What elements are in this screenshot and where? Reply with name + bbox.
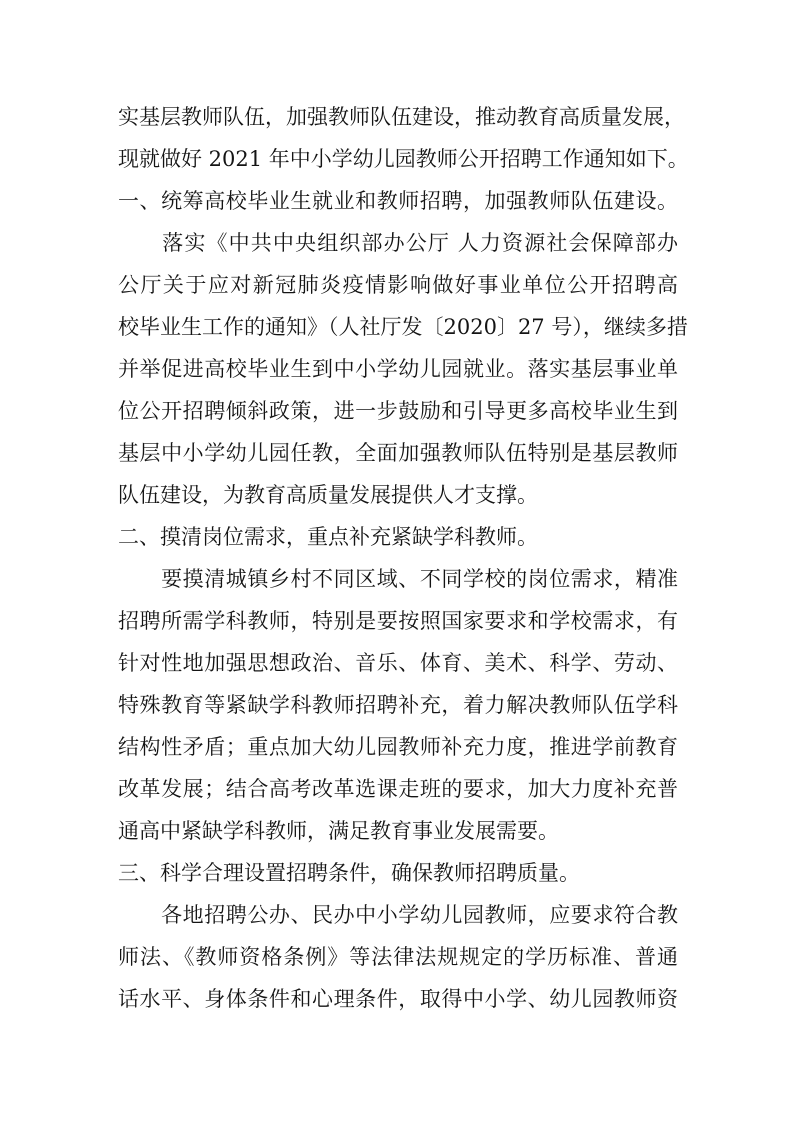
text-line-20: 各地招聘公办、民办中小学幼儿园教师，应要求符合教	[118, 903, 678, 927]
text-line-13: 招聘所需学科教师，特别是要按照国家要求和学校需求，有	[118, 609, 678, 633]
text-line-15: 特殊教育等紧缺学科教师招聘补充，着力解决教师队伍学科	[118, 693, 678, 717]
text-line-18: 通高中紧缺学科教师，满足教育事业发展需要。	[118, 819, 559, 843]
text-line-7: 并举促进高校毕业生到中小学幼儿园就业。落实基层事业单	[118, 357, 678, 381]
text-line-14: 针对性地加强思想政治、音乐、体育、美术、科学、劳动、	[118, 651, 678, 675]
section-heading-1: 一、统筹高校毕业生就业和教师招聘，加强教师队伍建设。	[118, 189, 678, 213]
text-line-17: 改革发展；结合高考改革选课走班的要求，加大力度补充普	[118, 777, 678, 801]
text-line-6: 校毕业生工作的通知》（人社厅发〔2020〕27 号），继续多措	[118, 315, 688, 339]
section-heading-3: 三、科学合理设置招聘条件，确保教师招聘质量。	[118, 861, 580, 885]
text-line-12: 要摸清城镇乡村不同区域、不同学校的岗位需求，精准	[118, 567, 678, 591]
text-line-1: 实基层教师队伍，加强教师队伍建设，推动教育高质量发展，	[118, 105, 685, 129]
text-line-16: 结构性矛盾；重点加大幼儿园教师补充力度，推进学前教育	[118, 735, 678, 759]
section-heading-2: 二、摸清岗位需求，重点补充紧缺学科教师。	[118, 525, 538, 549]
text-line-2: 现就做好 2021 年中小学幼儿园教师公开招聘工作通知如下。	[118, 147, 689, 171]
text-line-10: 队伍建设，为教育高质量发展提供人才支撑。	[118, 483, 538, 507]
text-line-9: 基层中小学幼儿园任教，全面加强教师队伍特别是基层教师	[118, 441, 678, 465]
text-line-22: 话水平、身体条件和心理条件，取得中小学、幼儿园教师资	[118, 987, 678, 1011]
text-line-21: 师法、《教师资格条例》等法律法规规定的学历标准、普通	[118, 945, 678, 969]
text-line-4: 落实《中共中央组织部办公厅 人力资源社会保障部办	[118, 231, 678, 255]
text-line-5: 公厅关于应对新冠肺炎疫情影响做好事业单位公开招聘高	[118, 273, 678, 297]
text-line-8: 位公开招聘倾斜政策，进一步鼓励和引导更多高校毕业生到	[118, 399, 678, 423]
